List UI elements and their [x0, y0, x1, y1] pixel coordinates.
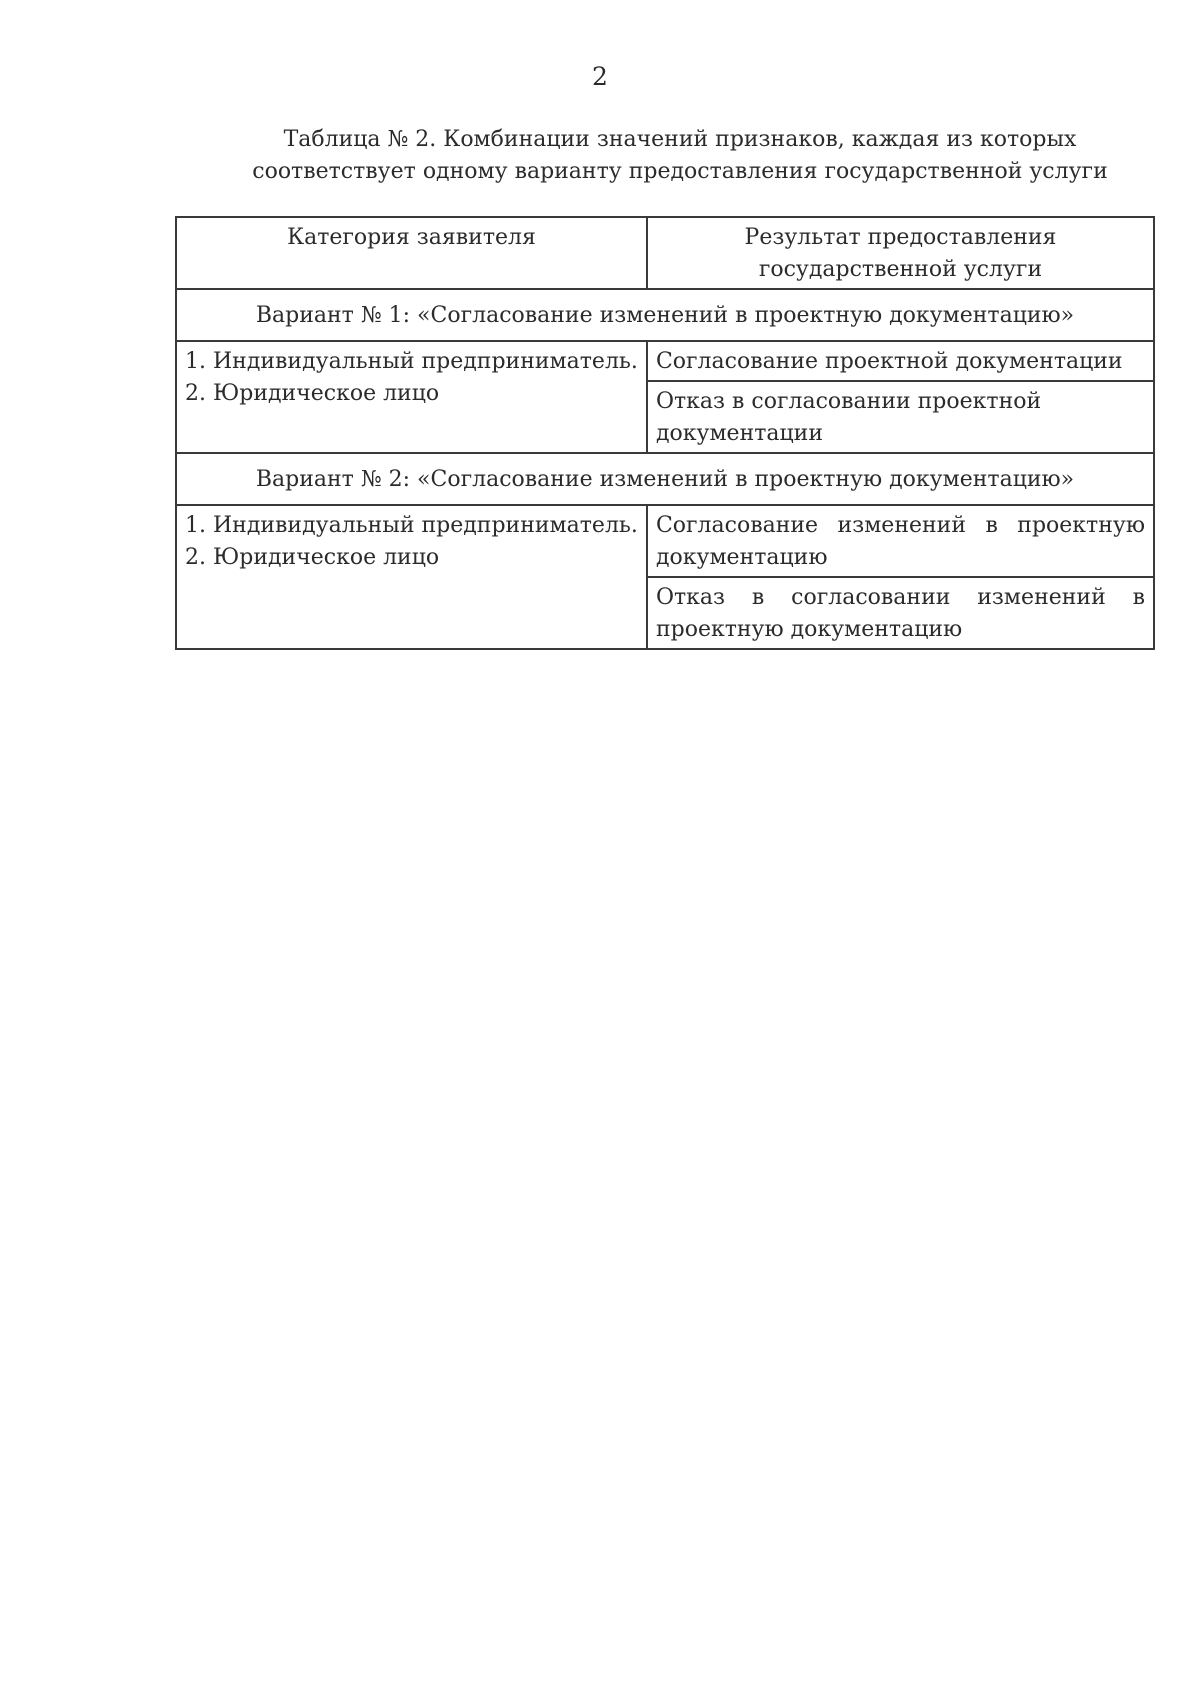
- variant-1-title: Вариант № 1: «Согласование изменений в проектную документацию»: [176, 289, 1154, 341]
- variant-2-title: Вариант № 2: «Согласование изменений в проектную документацию»: [176, 453, 1154, 505]
- table-header-row: [176, 217, 1154, 289]
- caption-line-1: Таблица № 2. Комбинации значений признаков, каждая из которых: [283, 127, 1077, 152]
- category-item: 2. Юридическое лицо: [185, 381, 440, 406]
- header-result: Результат предоставления государственной услуги: [647, 217, 1154, 289]
- variant-2-result-row-1: [176, 505, 1154, 577]
- variant-1-result-2: Отказ в согласовании проектной документации: [647, 381, 1154, 453]
- category-item: 1. Индивидуальный предприниматель.: [185, 513, 638, 538]
- caption-line-2: соответствует одному варианту предоставления государственной услуги: [252, 159, 1108, 184]
- table-caption: [200, 124, 1160, 188]
- header-category: Категория заявителя: [176, 217, 647, 289]
- category-item: 1. Индивидуальный предприниматель.: [185, 349, 638, 374]
- variant-2-result-1: Согласование изменений в проектную документацию: [647, 505, 1154, 577]
- variant-1-result-row-1: [176, 341, 1154, 381]
- variant-1-row: [176, 289, 1154, 341]
- variant-2-row: [176, 453, 1154, 505]
- variant-2-categories: [176, 505, 647, 649]
- category-item: 2. Юридическое лицо: [185, 545, 440, 570]
- page-number: 2: [592, 62, 608, 91]
- variant-1-result-1: Согласование проектной документации: [647, 341, 1154, 381]
- variants-table: [175, 216, 1155, 650]
- variant-2-result-2: Отказ в согласовании изменений в проектную документацию: [647, 577, 1154, 649]
- variant-1-categories: [176, 341, 647, 453]
